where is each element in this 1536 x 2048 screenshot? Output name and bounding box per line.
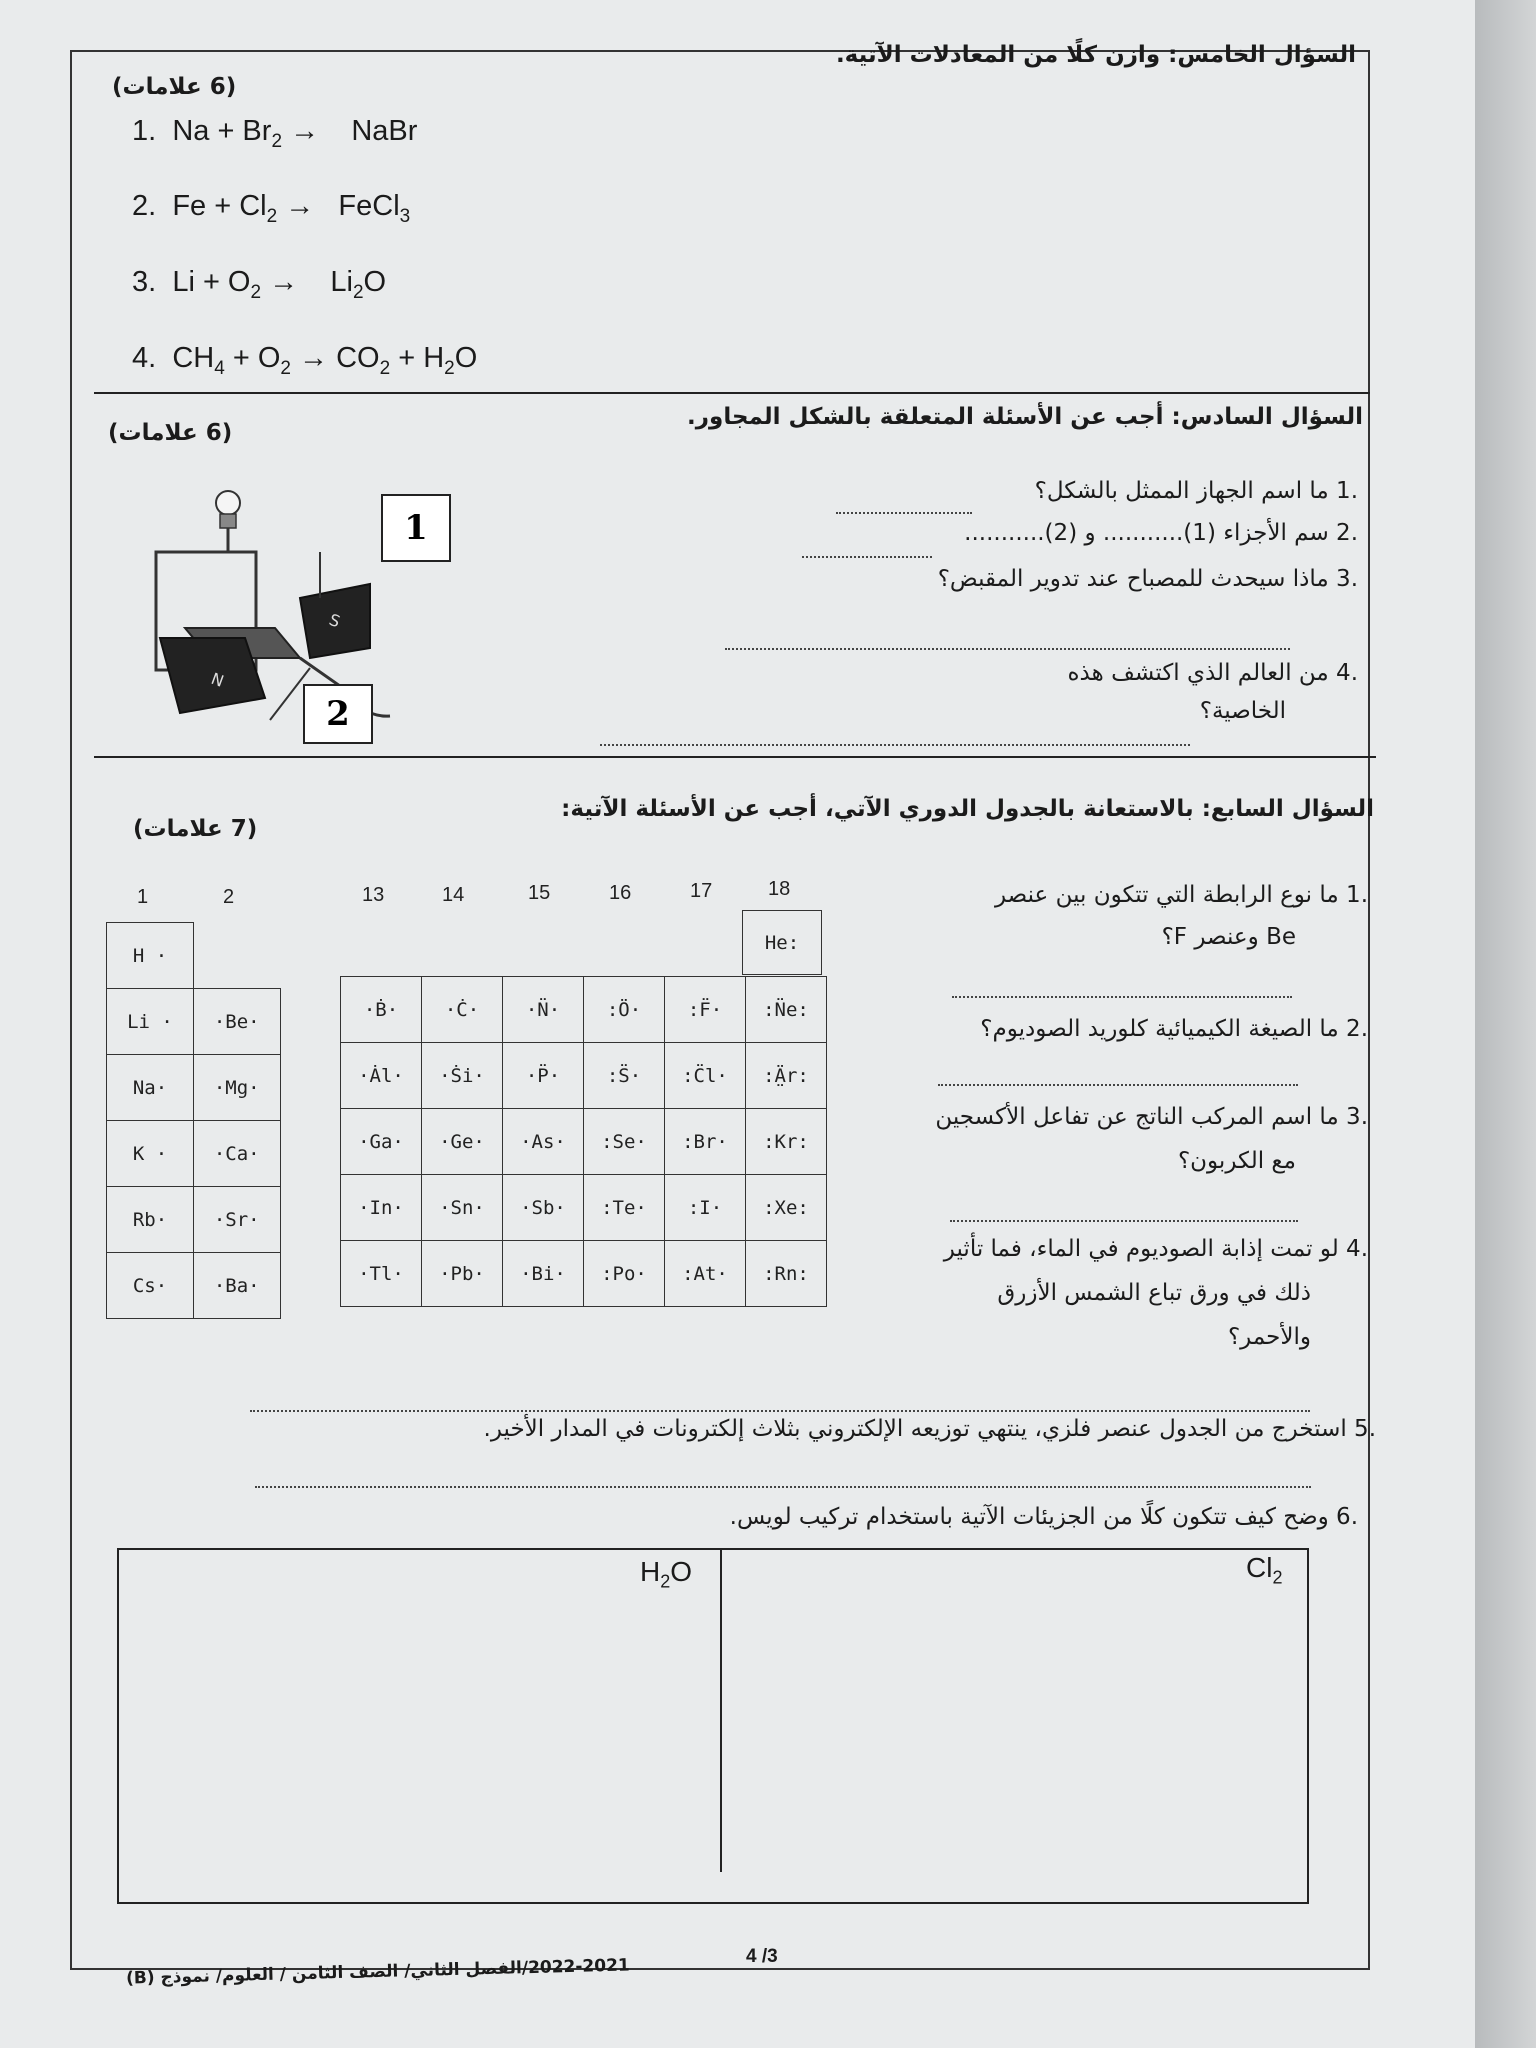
group-number: 17 <box>690 880 713 902</box>
eq-sub: 2 <box>444 357 455 379</box>
group-number: 14 <box>442 884 465 906</box>
q7-item-4-cont: ذلك في ورق تباع الشمس الأزرق <box>997 1280 1311 1306</box>
q7-item-6 <box>730 1504 1358 1530</box>
element-cell: :Ä̤r: <box>746 1043 827 1109</box>
eq-rhs: FeCl <box>338 190 400 222</box>
element-cell: ·Ca· <box>194 1121 281 1187</box>
q6-item-1 <box>1035 478 1358 504</box>
element-cell: ·N̈· <box>503 977 584 1043</box>
element-cell: :Rn: <box>746 1241 827 1307</box>
formula-main: H <box>640 1556 661 1587</box>
periodic-table-left <box>106 922 281 1319</box>
formula-sub: 2 <box>1272 1567 1283 1588</box>
q6-title: السؤال السادس: أجب عن الأسئلة المتعلقة بالشكل المجاور. <box>687 404 1363 430</box>
group-number: 2 <box>223 886 235 908</box>
element-cell: :S̈· <box>584 1043 665 1109</box>
eq-rhs-tail: O <box>454 342 478 374</box>
element-cell: :Br· <box>665 1109 746 1175</box>
item-text: وضح كيف تتكون كلًا من الجزيئات الآتية باستخدام تركيب لويس. <box>729 1504 1329 1530</box>
q6-item-4 <box>1068 660 1359 686</box>
eq-sub: 2 <box>280 357 291 379</box>
q7-item-4 <box>944 1236 1368 1262</box>
section-divider <box>94 392 1370 394</box>
eq-number: 3. <box>132 266 157 298</box>
item-text: استخرج من الجدول عنصر فلزي، ينتهي توزيعه الإلكتروني بثلاث إلكترونات في المدار الأخير. <box>483 1416 1347 1442</box>
group-number: 1 <box>137 886 149 908</box>
element-cell: :F̈· <box>665 977 746 1043</box>
element-cell: :Po· <box>584 1241 665 1307</box>
section-divider <box>94 756 1376 758</box>
arrow: → <box>285 190 315 222</box>
h2o-label <box>640 1556 692 1593</box>
element-cell: :Se· <box>584 1109 665 1175</box>
item-text: لو تمت إذابة الصوديوم في الماء، فما تأثير <box>943 1236 1339 1262</box>
element-cell: :Xe: <box>746 1175 827 1241</box>
eq-sub: 2 <box>352 281 364 303</box>
element-cell: ·Mg· <box>194 1055 281 1121</box>
element-cell: ·Ba· <box>194 1253 281 1319</box>
arrow: → <box>299 342 329 374</box>
element-cell: ·Ge· <box>422 1109 503 1175</box>
footer-info: 2022-2021/الفصل الثاني/ الصف الثامن / العلوم/ نموذج (B) <box>125 1955 630 1989</box>
figure-label-2: 2 <box>303 684 373 744</box>
element-cell: :C̈l· <box>665 1043 746 1109</box>
element-cell: ·Sn· <box>422 1175 503 1241</box>
eq-sub: 2 <box>250 281 262 303</box>
periodic-table-helium <box>742 910 822 975</box>
item-number: .2 <box>1336 520 1358 546</box>
bulb-icon <box>216 491 240 515</box>
magnet-n-letter: N <box>208 668 227 691</box>
element-cell: ·Ṡi· <box>422 1043 503 1109</box>
q7-item-3 <box>935 1104 1368 1130</box>
element-cell: ·Pb· <box>422 1241 503 1307</box>
element-cell: Rb· <box>107 1187 194 1253</box>
answer-line[interactable] <box>938 1084 1298 1086</box>
answer-line[interactable] <box>802 556 932 558</box>
group-number: 16 <box>609 882 632 904</box>
q7-item-2 <box>980 1016 1368 1042</box>
empty-cell <box>194 923 281 989</box>
answer-line[interactable] <box>950 1220 1298 1222</box>
answer-line[interactable] <box>836 512 972 514</box>
item-text: سم الأجزاء (1)........... و (2)........... <box>964 520 1329 546</box>
formula-main: Cl <box>1246 1552 1273 1583</box>
figure-label-1: 1 <box>381 494 451 562</box>
q5-title: السؤال الخامس: وازن كلًا من المعادلات الآتية. <box>835 42 1356 68</box>
eq-number: 2. <box>132 190 157 222</box>
item-number: .3 <box>1336 566 1358 592</box>
eq-rhs: NaBr <box>351 115 418 147</box>
element-cell: Na· <box>107 1055 194 1121</box>
eq-sub: 2 <box>271 130 283 152</box>
answer-line[interactable] <box>952 996 1292 998</box>
group-number: 18 <box>768 878 791 900</box>
eq-sub: 2 <box>379 357 391 379</box>
eq-rhs-tail: O <box>363 266 387 298</box>
equation-1 <box>132 115 417 153</box>
element-cell: ·P̈· <box>503 1043 584 1109</box>
page-number: 4 /3 <box>746 1946 778 1967</box>
item-number: .4 <box>1336 660 1358 686</box>
item-number: .4 <box>1346 1236 1368 1262</box>
equation-3 <box>132 266 386 304</box>
q6-marks: (6 علامات) <box>108 420 233 446</box>
element-cell: :N̈e: <box>746 977 827 1043</box>
equation-2 <box>132 190 410 228</box>
element-cell: ·Ċ· <box>422 977 503 1043</box>
eq-rhs-tail: + H <box>390 342 445 374</box>
q7-item-5 <box>484 1416 1376 1442</box>
element-cell: ·Be· <box>194 989 281 1055</box>
q5-marks: (6 علامات) <box>112 74 237 100</box>
element-cell: Cs· <box>107 1253 194 1319</box>
q7-item-1 <box>995 882 1368 908</box>
element-cell: ·Sr· <box>194 1187 281 1253</box>
eq-sub: 2 <box>266 205 278 227</box>
element-cell: ·Ȧl· <box>341 1043 422 1109</box>
element-cell: ·Ga· <box>341 1109 422 1175</box>
element-cell: ·Sb· <box>503 1175 584 1241</box>
group-number: 15 <box>528 882 551 904</box>
arrow: → <box>269 266 299 298</box>
cl2-label <box>1246 1552 1282 1589</box>
magnet-s-letter: S <box>326 609 343 632</box>
equation-4 <box>132 342 477 380</box>
arrow: → <box>290 115 320 147</box>
group-number: 13 <box>362 884 385 906</box>
item-text: ما اسم المركب الناتج عن تفاعل الأكسجين <box>935 1104 1339 1130</box>
item-number: .5 <box>1354 1416 1376 1442</box>
element-cell: ·Tl· <box>341 1241 422 1307</box>
element-cell: Li · <box>107 989 194 1055</box>
eq-lhs: Na + Br <box>172 115 272 147</box>
element-cell: :Ö· <box>584 977 665 1043</box>
q7-title: السؤال السابع: بالاستعانة بالجدول الدوري الآتي، أجب عن الأسئلة الآتية: <box>561 796 1374 822</box>
eq-sub: 4 <box>214 357 225 379</box>
q7-item-4-cont: والأحمر؟ <box>1227 1324 1311 1350</box>
answer-line[interactable] <box>725 648 1290 650</box>
answer-line[interactable] <box>255 1486 1311 1488</box>
answer-line[interactable] <box>600 744 1190 746</box>
eq-lhs: Li + O <box>172 266 251 298</box>
next-page-edge <box>1475 0 1536 2048</box>
item-number: .1 <box>1346 882 1368 908</box>
q7-item-1-cont: Be وعنصر F؟ <box>1161 924 1296 950</box>
item-text: ما اسم الجهاز الممثل بالشكل؟ <box>1034 478 1329 504</box>
q6-item-4-cont: الخاصية؟ <box>1199 698 1286 724</box>
element-cell: ·As· <box>503 1109 584 1175</box>
q7-marks: (7 علامات) <box>133 816 258 842</box>
eq-lhs: CH <box>172 342 215 374</box>
element-cell: :At· <box>665 1241 746 1307</box>
formula-sub: 2 <box>660 1571 671 1592</box>
element-cell: K · <box>107 1121 194 1187</box>
element-cell: He: <box>743 911 822 975</box>
formula-tail: O <box>670 1556 693 1587</box>
item-number: .2 <box>1346 1016 1368 1042</box>
eq-number: 1. <box>132 115 157 147</box>
element-cell: ·Ḃ· <box>341 977 422 1043</box>
item-number: .6 <box>1336 1504 1358 1530</box>
item-number: .3 <box>1346 1104 1368 1130</box>
bulb-base <box>220 514 236 528</box>
eq-rhs: CO <box>336 342 380 374</box>
element-cell: :Te· <box>584 1175 665 1241</box>
lewis-answer-area[interactable] <box>117 1548 1309 1904</box>
eq-lhs: + O <box>224 342 281 374</box>
item-text: ماذا سيحدث للمصباح عند تدوير المقبض؟ <box>937 566 1329 592</box>
periodic-table-right <box>340 976 827 1307</box>
eq-rhs: Li <box>330 266 353 298</box>
answer-divider <box>720 1548 722 1872</box>
element-cell: H · <box>107 923 194 989</box>
eq-lhs: Fe + Cl <box>172 190 267 222</box>
element-cell: ·In· <box>341 1175 422 1241</box>
element-cell: :Kr: <box>746 1109 827 1175</box>
item-text: من العالم الذي اكتشف هذه <box>1067 660 1329 686</box>
item-text: ما الصيغة الكيميائية كلوريد الصوديوم؟ <box>980 1016 1339 1042</box>
element-cell: ·Bi· <box>503 1241 584 1307</box>
answer-line[interactable] <box>250 1410 1310 1412</box>
q7-item-3-cont: مع الكربون؟ <box>1177 1148 1296 1174</box>
q6-item-2 <box>964 520 1358 546</box>
item-number: .1 <box>1336 478 1358 504</box>
eq-number: 4. <box>132 342 157 374</box>
q6-item-3 <box>938 566 1358 592</box>
element-cell: :I· <box>665 1175 746 1241</box>
eq-sub: 3 <box>399 205 411 227</box>
item-text: ما نوع الرابطة التي تتكون بين عنصر <box>994 882 1339 908</box>
